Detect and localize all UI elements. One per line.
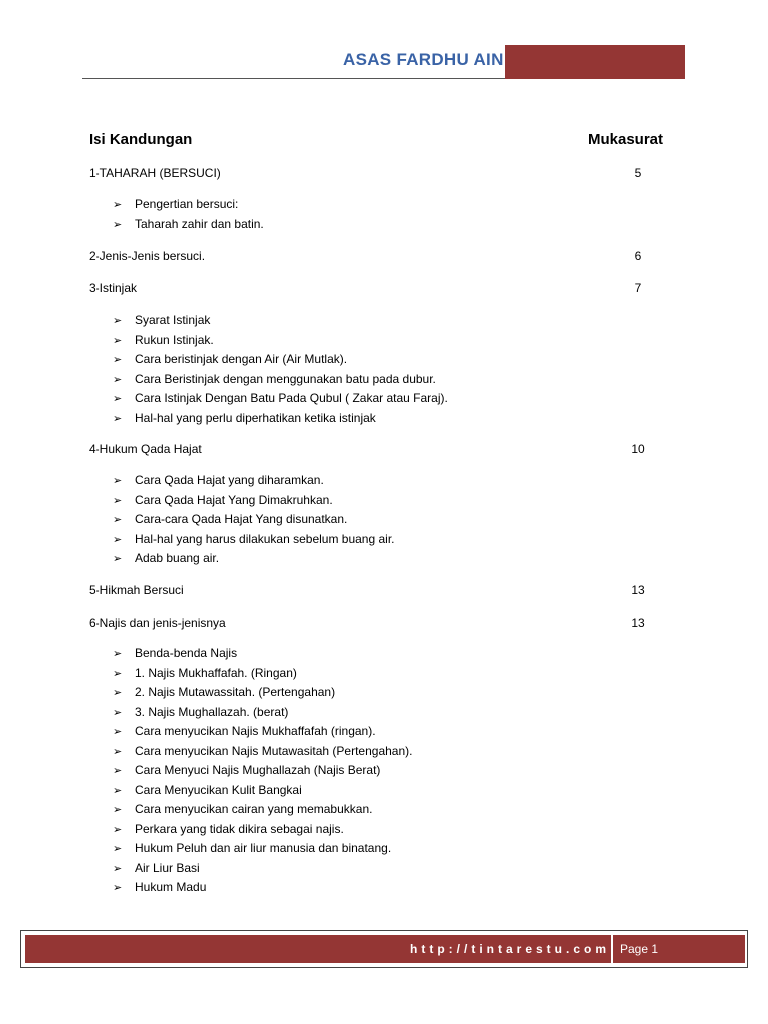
- arrowhead-bullet-icon: ➢: [113, 372, 123, 386]
- toc-section-page: 13: [631, 583, 645, 597]
- list-item: ➢ Cara beristinjak dengan Air (Air Mutlak).: [113, 350, 448, 370]
- list-item: ➢ Hukum Peluh dan air liur manusia dan binatang.: [113, 839, 412, 859]
- arrowhead-bullet-icon: ➢: [113, 333, 123, 347]
- list-item: ➢ Cara Qada Hajat yang diharamkan.: [113, 471, 395, 491]
- toc-bullet-list: [113, 311, 448, 428]
- arrowhead-bullet-icon: ➢: [113, 647, 123, 660]
- list-item: ➢ Cara Istinjak Dengan Batu Pada Qubul ( Zakar atau Faraj).: [113, 389, 448, 409]
- arrowhead-bullet-icon: ➢: [113, 705, 123, 719]
- toc-section-title: 5-Hikmah Bersuci: [89, 583, 184, 597]
- arrowhead-bullet-icon: ➢: [113, 532, 123, 546]
- header-rule: [82, 78, 505, 79]
- list-item: ➢ Air Liur Basi: [113, 859, 412, 879]
- list-item: ➢ Cara Menyuci Najis Mughallazah (Najis Berat): [113, 761, 412, 781]
- toc-section-title: 4-Hukum Qada Hajat: [89, 442, 202, 456]
- page-number: Page 1: [620, 942, 659, 956]
- footer-divider: [611, 935, 613, 963]
- toc-bullet-list: [113, 644, 412, 898]
- toc-section-title: 6-Najis dan jenis-jenisnya: [89, 616, 226, 630]
- document-title: ASAS FARDHU AIN: [343, 50, 504, 69]
- arrowhead-bullet-icon: ➢: [113, 881, 123, 894]
- list-item: ➢ Cara Menyucikan Kulit Bangkai: [113, 781, 412, 801]
- toc-section-page: 10: [631, 442, 645, 456]
- list-item: ➢ Cara menyucikan Najis Mutawasitah (Pertengahan).: [113, 742, 412, 762]
- list-item: ➢ Rukun Istinjak.: [113, 331, 448, 351]
- list-item: ➢ Cara Qada Hajat Yang Dimakruhkan.: [113, 491, 395, 511]
- list-item: ➢ Cara menyucikan cairan yang memabukkan.: [113, 800, 412, 820]
- arrowhead-bullet-icon: ➢: [113, 686, 123, 699]
- list-item: ➢ Cara menyucikan Najis Mukhaffafah (ringan).: [113, 722, 412, 742]
- list-item: ➢ Adab buang air.: [113, 549, 395, 569]
- footer-url-link[interactable]: http://tintarestu.com: [410, 942, 610, 956]
- toc-bullet-list: [113, 195, 264, 234]
- toc-section-title: 1-TAHARAH (BERSUCI): [89, 166, 221, 180]
- arrowhead-bullet-icon: ➢: [113, 725, 123, 738]
- arrowhead-bullet-icon: ➢: [113, 552, 123, 565]
- toc-section-title: 3-Istinjak: [89, 281, 138, 295]
- arrowhead-bullet-icon: ➢: [113, 353, 123, 366]
- list-item: ➢ Hal-hal yang harus dilakukan sebelum buang air.: [113, 530, 395, 550]
- list-item: ➢ 1. Najis Mukhaffafah. (Ringan): [113, 664, 412, 684]
- list-item: ➢ Hukum Madu: [113, 878, 412, 898]
- list-item: ➢ Pengertian bersuci:: [113, 195, 264, 215]
- list-item: ➢ 3. Najis Mughallazah. (berat): [113, 703, 412, 723]
- list-item: ➢ Perkara yang tidak dikira sebagai najis.: [113, 820, 412, 840]
- toc-section-title: 2-Jenis-Jenis bersuci.: [89, 249, 206, 263]
- list-item: ➢ Cara Beristinjak dengan menggunakan batu pada dubur.: [113, 370, 448, 390]
- arrowhead-bullet-icon: ➢: [113, 842, 123, 855]
- arrowhead-bullet-icon: ➢: [113, 513, 123, 526]
- header-accent-bar: [505, 45, 685, 79]
- arrowhead-bullet-icon: ➢: [113, 861, 123, 875]
- page-column-heading: Mukasurat: [588, 131, 664, 148]
- arrowhead-bullet-icon: ➢: [113, 392, 123, 405]
- list-item: ➢ Cara-cara Qada Hajat Yang disunatkan.: [113, 510, 395, 530]
- arrowhead-bullet-icon: ➢: [113, 198, 123, 211]
- toc-section-page: 5: [634, 166, 642, 180]
- arrowhead-bullet-icon: ➢: [113, 803, 123, 816]
- arrowhead-bullet-icon: ➢: [113, 764, 123, 777]
- toc-section-page: 13: [631, 616, 645, 630]
- list-item: ➢ Taharah zahir dan batin.: [113, 215, 264, 235]
- arrowhead-bullet-icon: ➢: [113, 474, 123, 487]
- arrowhead-bullet-icon: ➢: [113, 744, 123, 758]
- list-item: ➢ Benda-benda Najis: [113, 644, 412, 664]
- arrowhead-bullet-icon: ➢: [113, 217, 123, 231]
- toc-section-page: 6: [634, 249, 642, 263]
- list-item: ➢ Hal-hal yang perlu diperhatikan ketika istinjak: [113, 409, 448, 429]
- toc-section-page: 7: [634, 281, 642, 295]
- toc-bullet-list: [113, 471, 395, 569]
- arrowhead-bullet-icon: ➢: [113, 783, 123, 797]
- arrowhead-bullet-icon: ➢: [113, 666, 123, 680]
- list-item: ➢ Syarat Istinjak: [113, 311, 448, 331]
- toc-heading: Isi Kandungan: [89, 131, 193, 148]
- arrowhead-bullet-icon: ➢: [113, 314, 123, 327]
- list-item: ➢ 2. Najis Mutawassitah. (Pertengahan): [113, 683, 412, 703]
- arrowhead-bullet-icon: ➢: [113, 411, 123, 425]
- arrowhead-bullet-icon: ➢: [113, 493, 123, 507]
- arrowhead-bullet-icon: ➢: [113, 822, 123, 836]
